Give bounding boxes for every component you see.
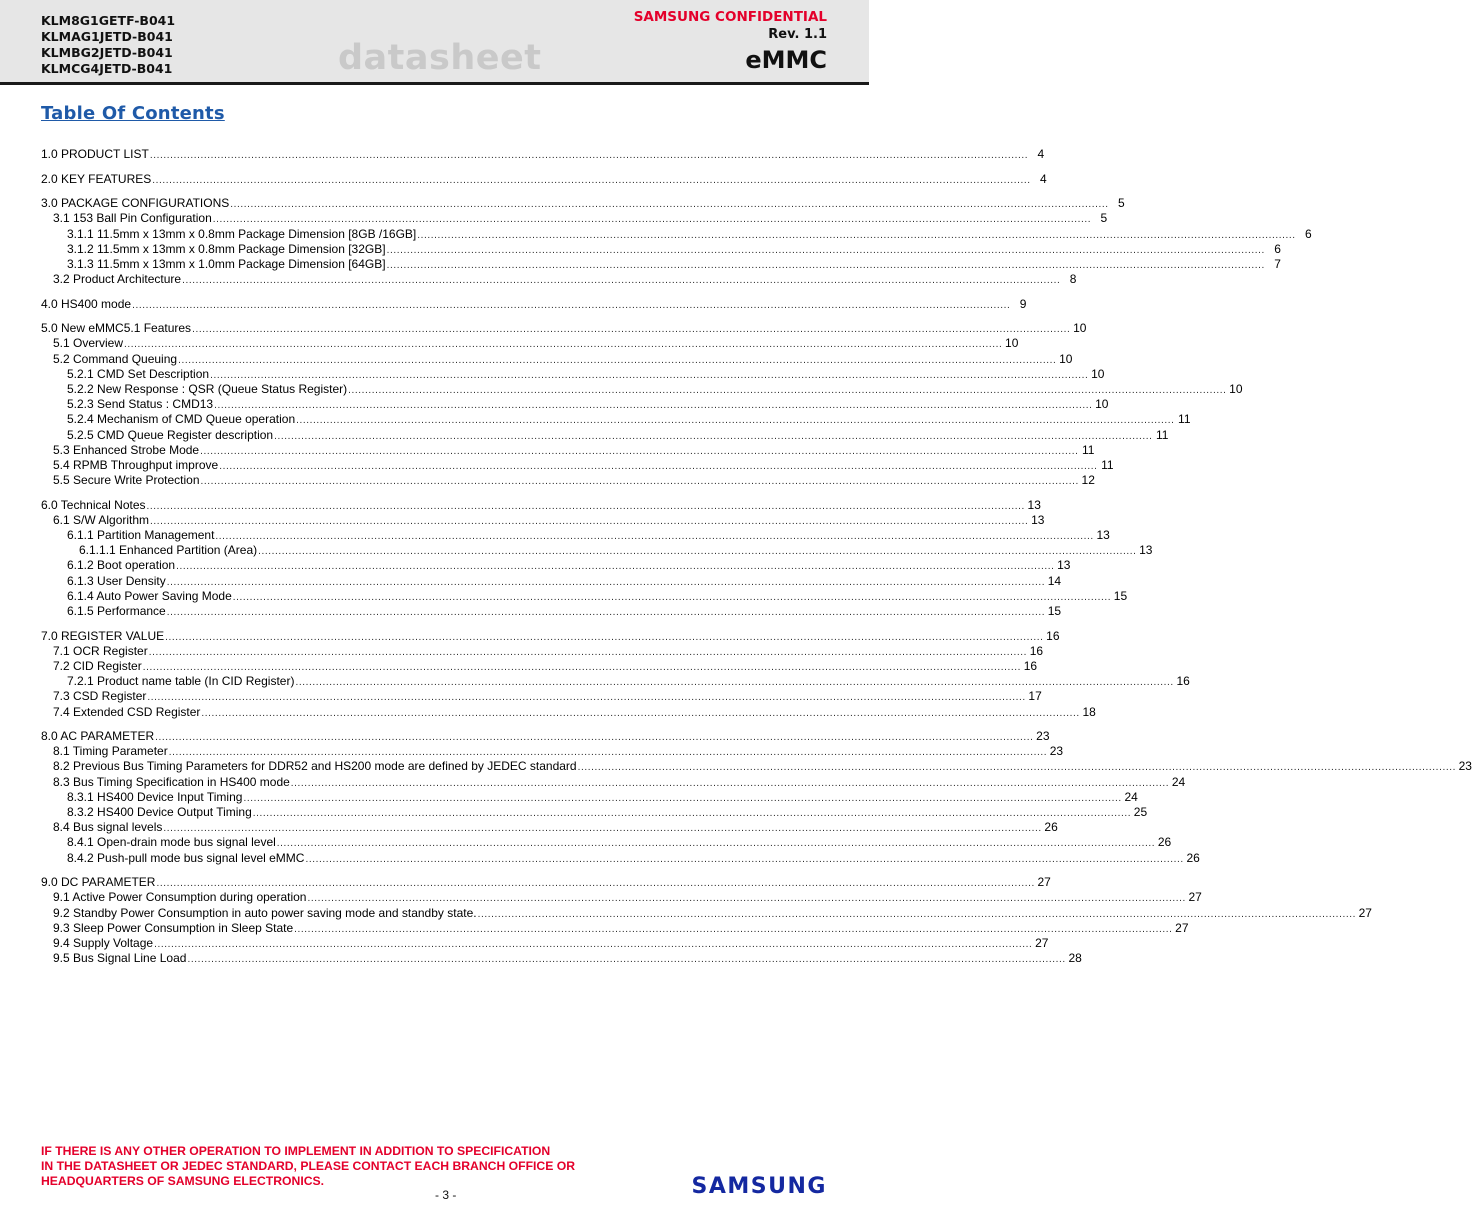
toc-entry-label: 5.5 Secure Write Protection: [53, 473, 200, 488]
toc-entry-page: 26: [1157, 835, 1172, 850]
toc-entry[interactable]: [41, 351, 1073, 367]
toc-entry-label: 5.0 New eMMC5.1 Features: [41, 321, 192, 336]
toc-entry-page: 27: [1358, 905, 1372, 920]
toc-entry-page: 4: [1037, 147, 1045, 161]
toc-entry[interactable]: [41, 920, 1189, 936]
part-numbers: [41, 13, 175, 77]
toc-entry-page: 16: [1176, 674, 1190, 689]
toc-entry-page: 11: [1082, 442, 1095, 457]
toc-entry-label: 5.2.3 Send Status : CMD13: [67, 397, 214, 412]
toc-entry[interactable]: [41, 890, 1202, 905]
toc-entry-label: 9.4 Supply Voltage: [53, 935, 154, 950]
toc-leader-dots: ....................................................................................................................................................................................................................................................................: [307, 893, 1186, 905]
toc-entry-page: 4: [1039, 171, 1047, 186]
toc-leader-dots: ....................................................................................................................................................................................................................................................................: [219, 460, 1098, 472]
toc-leader-dots: ....................................................................................................................................................................................................................................................................: [124, 339, 1003, 351]
toc-entry[interactable]: [41, 427, 1169, 443]
toc-entry[interactable]: [41, 457, 1114, 473]
toc-entry-page: 26: [1186, 850, 1200, 865]
toc-leader-dots: ....................................................................................................................................................................................................................................................................: [166, 576, 1046, 588]
datasheet-watermark: datasheet: [338, 38, 542, 78]
toc-leader-dots: ....................................................................................................................................................................................................................................................................: [154, 938, 1033, 950]
toc-entry-page: 23: [1458, 759, 1472, 774]
toc-entry[interactable]: [41, 850, 1200, 866]
toc-entry-page: 13: [1096, 528, 1110, 543]
toc-entry-label: 6.1 S/W Algorithm: [53, 512, 150, 527]
toc-entry[interactable]: [41, 689, 1042, 704]
toc-entry-page: 7: [1274, 256, 1281, 271]
toc-entry-label: 7.0 REGISTER VALUE: [41, 628, 165, 643]
toc-entry-page: 15: [1047, 604, 1062, 619]
toc-leader-dots: ....................................................................................................................................................................................................................................................................: [230, 199, 1109, 211]
toc-entry[interactable]: [41, 935, 1049, 951]
toc-leader-dots: ....................................................................................................................................................................................................................................................................: [168, 747, 1048, 759]
toc-entry[interactable]: [41, 528, 1110, 543]
toc-entry-page: 27: [1175, 920, 1189, 935]
toc-leader-dots: ....................................................................................................................................................................................................................................................................: [166, 607, 1046, 619]
toc-entry[interactable]: [41, 558, 1071, 573]
toc-entry[interactable]: [41, 789, 1138, 805]
toc-entry[interactable]: [41, 412, 1191, 427]
toc-entry[interactable]: [41, 366, 1105, 382]
toc-entry-page: 27: [1188, 890, 1202, 905]
toc-entry-page: 24: [1124, 789, 1138, 804]
toc-entry-label: 8.1 Timing Parameter: [53, 744, 168, 759]
toc-entry-label: 5.2.1 CMD Set Description: [67, 366, 210, 381]
toc-entry[interactable]: [41, 256, 1281, 272]
toc-entry[interactable]: [41, 604, 1062, 619]
toc-entry[interactable]: [41, 573, 1062, 589]
toc-entry-label: 8.4.1 Open-drain mode bus signal level: [67, 835, 276, 850]
toc-leader-dots: ....................................................................................................................................................................................................................................................................: [290, 777, 1170, 789]
toc-entry-label: 3.2 Product Architecture: [53, 272, 182, 287]
toc-leader-dots: ....................................................................................................................................................................................................................................................................: [274, 430, 1153, 442]
toc-entry-page: 25: [1133, 805, 1148, 820]
toc-leader-dots: ....................................................................................................................................................................................................................................................................: [152, 174, 1031, 186]
toc-leader-dots: ....................................................................................................................................................................................................................................................................: [132, 299, 1011, 311]
toc-entry[interactable]: [41, 473, 1095, 488]
toc-entry-page: 14: [1047, 573, 1062, 588]
toc-leader-dots: ....................................................................................................................................................................................................................................................................: [176, 561, 1055, 573]
toc-entry-label: 8.3.1 HS400 Device Input Timing: [67, 789, 243, 804]
toc-entry-label: 8.4.2 Push-pull mode bus signal level eMMC: [67, 850, 305, 865]
toc-entry-label: 6.1.5 Performance: [67, 604, 166, 619]
toc-entry-page: 9: [1019, 296, 1027, 311]
toc-entry[interactable]: [41, 951, 1082, 966]
toc-leader-dots: ....................................................................................................................................................................................................................................................................: [215, 531, 1094, 543]
toc-leader-dots: ....................................................................................................................................................................................................................................................................: [149, 150, 1029, 161]
toc-entry-label: 5.4 RPMB Throughput improve: [53, 457, 219, 472]
toc-entry-label: 8.2 Previous Bus Timing Parameters for DDR52 and HS200 mode are defined by JEDEC standard: [53, 759, 577, 774]
page-number: - 3 -: [435, 1188, 457, 1202]
toc-entry-page: 18: [1082, 704, 1096, 719]
toc-entry-label: 7.4 Extended CSD Register: [53, 704, 201, 719]
toc-entry-page: 10: [1095, 397, 1109, 412]
toc-leader-dots: ....................................................................................................................................................................................................................................................................: [243, 792, 1122, 804]
toc-entry-label: 5.2.4 Mechanism of CMD Queue operation: [67, 412, 296, 427]
toc-entry-page: 15: [1113, 588, 1128, 603]
toc-entry-label: 8.3 Bus Timing Specification in HS400 mode: [53, 774, 290, 789]
toc-entry-page: 11: [1178, 412, 1191, 427]
toc-leader-dots: ....................................................................................................................................................................................................................................................................: [212, 214, 1092, 226]
toc-entry-page: 23: [1036, 729, 1050, 744]
toc-entry[interactable]: [41, 643, 1044, 659]
notice-line: IF THERE IS ANY OTHER OPERATION TO IMPLEMENT IN ADDITION TO SPECIFICATION: [41, 1144, 551, 1158]
part-number: KLM8G1GETF-B041: [41, 13, 176, 28]
toc-entry[interactable]: [41, 272, 1077, 287]
toc-entry-label: 5.2.2 New Response : QSR (Queue Status Register): [67, 382, 348, 396]
toc-entry[interactable]: [41, 774, 1186, 790]
toc-leader-dots: ....................................................................................................................................................................................................................................................................: [165, 631, 1044, 643]
toc-leader-dots: ....................................................................................................................................................................................................................................................................: [147, 692, 1026, 704]
toc-entry[interactable]: [41, 704, 1096, 720]
toc-leader-dots: ....................................................................................................................................................................................................................................................................: [295, 677, 1174, 689]
toc-entry-page: 5: [1100, 211, 1108, 226]
toc-leader-dots: ....................................................................................................................................................................................................................................................................: [417, 229, 1296, 241]
toc-entry-page: 10: [1059, 351, 1073, 366]
toc-leader-dots: ....................................................................................................................................................................................................................................................................: [178, 354, 1057, 366]
toc-entry-label: 4.0 HS400 mode: [41, 296, 132, 311]
toc-entry-page: 10: [1005, 336, 1019, 351]
toc-leader-dots: ....................................................................................................................................................................................................................................................................: [201, 707, 1080, 719]
toc-entry-page: 6: [1274, 241, 1281, 256]
toc-entry[interactable]: [41, 588, 1128, 604]
toc-leader-dots: ....................................................................................................................................................................................................................................................................: [294, 923, 1173, 935]
toc-entry-label: 9.3 Sleep Power Consumption in Sleep State: [53, 920, 294, 935]
toc-entry[interactable]: [41, 875, 1051, 890]
toc-entry-label: 5.1 Overview: [53, 336, 124, 351]
toc-entry-label: 6.1.1.1 Enhanced Partition (Area): [79, 543, 258, 558]
toc-entry-label: 8.0 AC PARAMETER: [41, 729, 155, 744]
toc-entry-page: 8: [1069, 272, 1077, 287]
toc-entry[interactable]: [41, 543, 1153, 558]
toc-entry-page: 16: [1046, 628, 1060, 643]
toc-leader-dots: ....................................................................................................................................................................................................................................................................: [296, 415, 1175, 427]
product-name: eMMC: [745, 46, 827, 74]
toc-leader-dots: ....................................................................................................................................................................................................................................................................: [146, 500, 1025, 512]
toc-leader-dots: ....................................................................................................................................................................................................................................................................: [386, 259, 1265, 271]
notice-line: IN THE DATASHEET OR JEDEC STANDARD, PLEASE CONTACT EACH BRANCH OFFICE OR: [41, 1159, 576, 1173]
toc-entry-page: 11: [1156, 427, 1169, 442]
toc-entry[interactable]: [41, 729, 1050, 744]
page-header: [0, 0, 869, 85]
toc-entry[interactable]: [41, 226, 1312, 242]
toc-entry[interactable]: [41, 196, 1125, 211]
toc-entry-label: 5.2 Command Queuing: [53, 351, 178, 366]
toc-entry[interactable]: [41, 497, 1041, 513]
toc-leader-dots: ....................................................................................................................................................................................................................................................................: [200, 476, 1079, 488]
toc-entry-page: 10: [1091, 366, 1105, 381]
toc-entry-label: 7.2.1 Product name table (In CID Register): [67, 674, 295, 689]
toc-leader-dots: ....................................................................................................................................................................................................................................................................: [148, 646, 1028, 658]
toc-entry-label: 5.3 Enhanced Strobe Mode: [53, 442, 200, 457]
toc-entry-page: 5: [1117, 196, 1125, 211]
toc-entry[interactable]: [41, 171, 1047, 187]
toc-entry-label: 7.1 OCR Register: [53, 643, 148, 658]
toc-entry[interactable]: [41, 512, 1045, 528]
toc-entry-label: 5.2.5 CMD Queue Register description: [67, 427, 274, 442]
toc-entry-page: 6: [1304, 226, 1312, 241]
toc-entry-page: 28: [1068, 951, 1082, 966]
toc-entry-label: 9.0 DC PARAMETER: [41, 875, 156, 890]
part-number: KLMAG1JETD-B041: [41, 29, 173, 44]
toc-entry-page: 16: [1029, 643, 1044, 658]
toc-entry-label: 1.0 PRODUCT LIST: [41, 147, 149, 161]
toc-entry-label: 8.4 Bus signal levels: [53, 820, 163, 835]
toc-entry-label: 2.0 KEY FEATURES: [41, 171, 152, 186]
toc-entry[interactable]: [41, 759, 1472, 774]
toc-leader-dots: ....................................................................................................................................................................................................................................................................: [182, 275, 1061, 287]
toc-entry[interactable]: [41, 674, 1190, 689]
toc-leader-dots: ....................................................................................................................................................................................................................................................................: [258, 546, 1137, 558]
toc-entry[interactable]: [41, 658, 1038, 674]
toc-entry-label: 6.1.1 Partition Management: [67, 528, 215, 543]
toc-leader-dots: ....................................................................................................................................................................................................................................................................: [200, 445, 1079, 457]
toc-entry[interactable]: [41, 905, 1372, 921]
notice-line: HEADQUARTERS OF SAMSUNG ELECTRONICS.: [41, 1174, 325, 1188]
toc-entry-label: 3.1 153 Ball Pin Configuration: [53, 211, 212, 226]
toc-entry-label: 6.1.4 Auto Power Saving Mode: [67, 588, 232, 603]
toc-entry-label: 3.1.3 11.5mm x 13mm x 1.0mm Package Dimension [64GB]: [67, 256, 386, 271]
toc-leader-dots: ....................................................................................................................................................................................................................................................................: [577, 762, 1456, 774]
toc-entry-label: 9.1 Active Power Consumption during operation: [53, 890, 307, 905]
toc-entry[interactable]: [41, 442, 1095, 458]
toc-entry-page: 27: [1037, 875, 1051, 890]
toc-leader-dots: ....................................................................................................................................................................................................................................................................: [386, 244, 1265, 256]
toc-leader-dots: ....................................................................................................................................................................................................................................................................: [305, 853, 1184, 865]
toc-entry[interactable]: [41, 296, 1027, 312]
toc-entry-page: 13: [1031, 512, 1045, 527]
toc-entry-page: 13: [1027, 497, 1041, 512]
toc-leader-dots: ....................................................................................................................................................................................................................................................................: [150, 515, 1029, 527]
toc-entry[interactable]: [41, 241, 1281, 257]
toc-entry[interactable]: [41, 397, 1109, 412]
part-number: KLMCG4JETD-B041: [41, 61, 173, 76]
toc-entry[interactable]: [41, 805, 1148, 820]
toc-entry-page: 24: [1171, 774, 1186, 789]
toc-entry-label: 7.3 CSD Register: [53, 689, 147, 704]
toc-entry-page: 16: [1023, 658, 1038, 673]
toc-entry[interactable]: [41, 628, 1060, 644]
toc-leader-dots: ....................................................................................................................................................................................................................................................................: [192, 324, 1071, 336]
toc-entry-page: 17: [1028, 689, 1042, 704]
toc-entry-label: 7.2 CID Register: [53, 658, 142, 673]
toc-entry-label: 9.5 Bus Signal Line Load: [53, 951, 187, 966]
toc-leader-dots: ....................................................................................................................................................................................................................................................................: [252, 808, 1132, 820]
toc-leader-dots: ....................................................................................................................................................................................................................................................................: [210, 369, 1089, 381]
toc-entry-page: 11: [1101, 457, 1114, 472]
toc-entry[interactable]: [41, 382, 1243, 397]
toc-title: Table Of Contents: [41, 103, 225, 124]
toc-entry[interactable]: [41, 336, 1019, 351]
footer-notice: [41, 1144, 575, 1189]
toc-entry-label: 3.0 PACKAGE CONFIGURATIONS: [41, 196, 230, 211]
toc-entry-page: 12: [1081, 473, 1095, 488]
toc-entry-label: 6.1.2 Boot operation: [67, 558, 176, 573]
toc-entry[interactable]: [41, 744, 1064, 759]
toc-leader-dots: ....................................................................................................................................................................................................................................................................: [163, 823, 1042, 835]
toc-entry-page: 23: [1049, 744, 1064, 759]
toc-entry-label: 3.1.2 11.5mm x 13mm x 0.8mm Package Dimension [32GB]: [67, 241, 386, 256]
revision-label: Rev. 1.1: [768, 27, 827, 42]
part-number: KLMBG2JETD-B041: [41, 45, 173, 60]
toc-entry[interactable]: [41, 321, 1087, 336]
toc-leader-dots: ....................................................................................................................................................................................................................................................................: [214, 400, 1093, 412]
toc-leader-dots: ....................................................................................................................................................................................................................................................................: [477, 908, 1356, 920]
toc-entry[interactable]: [41, 147, 1045, 162]
toc-entry-label: 3.1.1 11.5mm x 13mm x 0.8mm Package Dimension [8GB /16GB]: [67, 226, 417, 241]
toc-leader-dots: ....................................................................................................................................................................................................................................................................: [187, 954, 1066, 966]
toc-entry-page: 10: [1073, 321, 1087, 336]
toc-entry-page: 27: [1035, 935, 1049, 950]
toc-leader-dots: ....................................................................................................................................................................................................................................................................: [276, 838, 1156, 850]
toc-entry-page: 26: [1044, 820, 1058, 835]
toc-entry-page: 13: [1139, 543, 1153, 558]
table-of-contents: [41, 147, 1472, 966]
toc-leader-dots: ....................................................................................................................................................................................................................................................................: [155, 732, 1034, 744]
toc-entry-label: 8.3.2 HS400 Device Output Timing: [67, 805, 252, 820]
toc-entry-label: 6.1.3 User Density: [67, 573, 166, 588]
toc-leader-dots: ....................................................................................................................................................................................................................................................................: [232, 591, 1112, 603]
toc-leader-dots: ....................................................................................................................................................................................................................................................................: [348, 385, 1227, 396]
toc-entry-page: 10: [1229, 382, 1243, 396]
toc-entry[interactable]: [41, 211, 1108, 226]
toc-entry-page: 13: [1057, 558, 1071, 573]
toc-entry[interactable]: [41, 820, 1058, 835]
toc-leader-dots: ....................................................................................................................................................................................................................................................................: [142, 661, 1022, 673]
samsung-logo: SAMSUNG: [691, 1174, 827, 1199]
toc-entry[interactable]: [41, 835, 1172, 850]
toc-leader-dots: ....................................................................................................................................................................................................................................................................: [156, 878, 1035, 890]
toc-entry-label: 9.2 Standby Power Consumption in auto power saving mode and standby state.: [53, 905, 477, 920]
toc-entry-label: 6.0 Technical Notes: [41, 497, 146, 512]
confidential-label: SAMSUNG CONFIDENTIAL: [633, 9, 827, 25]
